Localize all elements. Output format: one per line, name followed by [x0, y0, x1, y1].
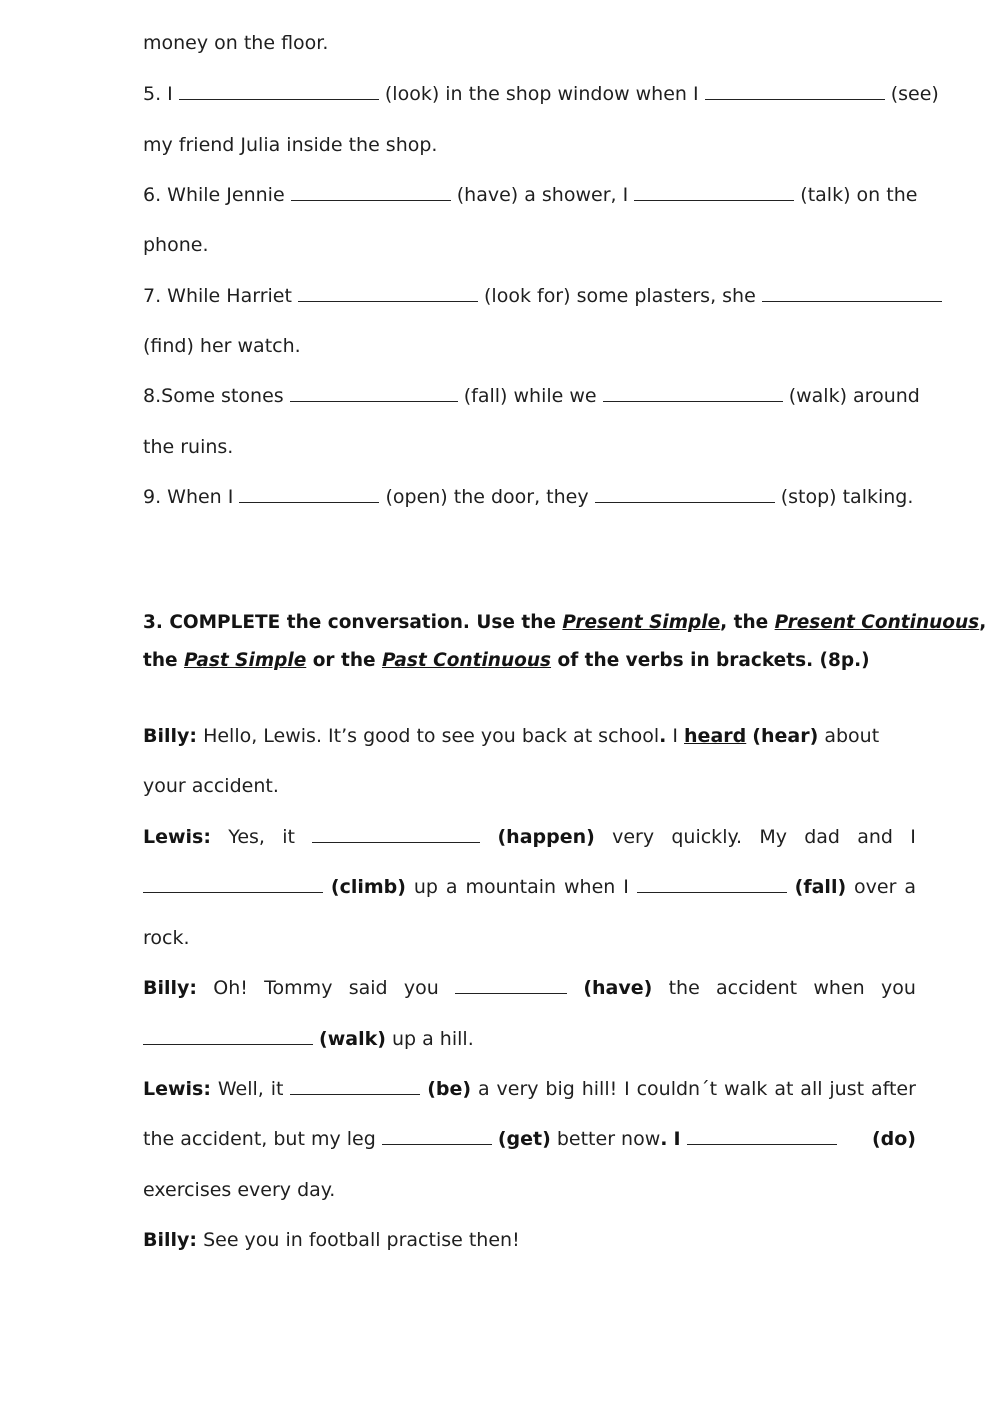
blank-input[interactable] [382, 1127, 492, 1145]
blank-input[interactable] [290, 384, 458, 402]
blank-input[interactable] [603, 384, 783, 402]
item-6: 6. While Jennie (have) a shower, I (talk) on the [143, 184, 918, 206]
blank-input[interactable] [687, 1127, 837, 1145]
example-answer: heard [684, 725, 747, 747]
blank-input[interactable] [762, 284, 942, 302]
conversation-line-9: the accident, but my leg (get) better now. I (do) [143, 1128, 916, 1150]
conversation-line-8: Lewis: Well, it (be) a very big hill! I couldn´t walk at all just after [143, 1078, 916, 1100]
tense-past-simple: Past Simple [184, 650, 307, 671]
blank-input[interactable] [312, 825, 480, 843]
conversation-line-1: Billy: Hello, Lewis. It’s good to see you back at school. I heard (hear) about [143, 725, 880, 747]
blank-input[interactable] [143, 875, 323, 893]
blank-input[interactable] [455, 976, 567, 994]
blank-input[interactable] [705, 82, 885, 100]
item-4-continuation: money on the floor. [143, 32, 329, 54]
conversation-line-2: your accident. [143, 775, 279, 797]
conversation-line-10: exercises every day. [143, 1179, 336, 1201]
conversation-line-4: (climb) up a mountain when I (fall) over a [143, 875, 916, 899]
exercise-3-heading-line-1: 3. COMPLETE the conversation. Use the Present Simple, the Present Continuous, [143, 612, 987, 633]
conversation-line-11: Billy: See you in football practise then! [143, 1229, 520, 1251]
item-7-continuation: (find) her watch. [143, 335, 301, 357]
tense-past-continuous: Past Continuous [382, 650, 552, 671]
item-5-continuation: my friend Julia inside the shop. [143, 134, 438, 156]
blank-input[interactable] [239, 485, 379, 503]
speaker-lewis: Lewis: [143, 1078, 211, 1100]
item-5: 5. I (look) in the shop window when I (see) [143, 83, 939, 105]
exercise-3-heading-line-2: the Past Simple or the Past Continuous of the verbs in brackets. (8p.) [143, 650, 870, 671]
speaker-billy: Billy: [143, 725, 198, 747]
conversation-line-6: Billy: Oh! Tommy said you (have) the accident when you [143, 977, 916, 999]
blank-input[interactable] [179, 82, 379, 100]
conversation-line-5: rock. [143, 927, 190, 949]
item-9: 9. When I (open) the door, they (stop) talking. [143, 486, 914, 508]
item-7: 7. While Harriet (look for) some plasters, she [143, 284, 942, 308]
item-8: 8.Some stones (fall) while we (walk) around [143, 385, 920, 407]
conversation-line-7: (walk) up a hill. [143, 1027, 474, 1051]
blank-input[interactable] [291, 183, 451, 201]
speaker-lewis: Lewis: [143, 826, 211, 848]
blank-input[interactable] [290, 1077, 420, 1095]
blank-input[interactable] [637, 875, 787, 893]
speaker-billy: Billy: [143, 1229, 198, 1251]
item-6-continuation: phone. [143, 234, 209, 256]
item-8-continuation: the ruins. [143, 436, 234, 458]
tense-present-simple: Present Simple [562, 612, 721, 633]
conversation-line-3: Lewis: Yes, it (happen) very quickly. My dad and I [143, 826, 916, 848]
blank-input[interactable] [634, 183, 794, 201]
blank-input[interactable] [143, 1027, 313, 1045]
tense-present-continuous: Present Continuous [774, 612, 980, 633]
blank-input[interactable] [595, 485, 775, 503]
speaker-billy: Billy: [143, 977, 198, 999]
blank-input[interactable] [298, 284, 478, 302]
